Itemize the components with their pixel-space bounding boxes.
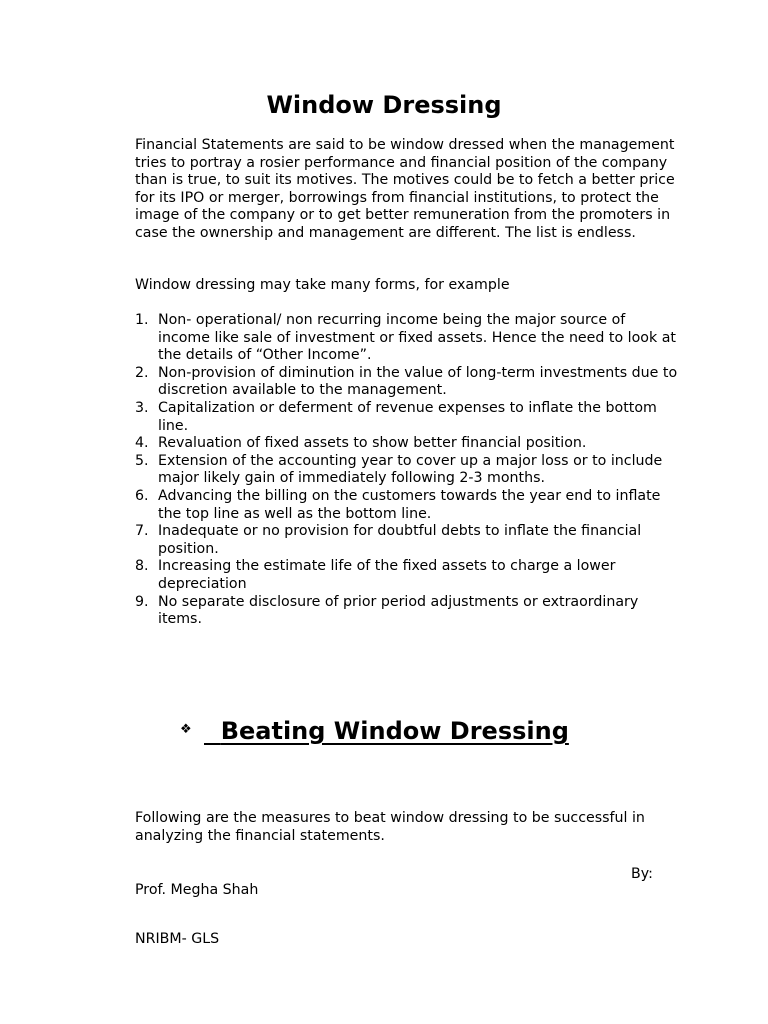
list-item-number: 5.: [135, 452, 149, 469]
list-item-text: Non- operational/ non recurring income being the major source of income like sale of investment or fixed assets. Hence the need to look at the details of “Other Income”.: [158, 312, 676, 364]
list-item: [135, 594, 680, 629]
list-item: [135, 365, 680, 400]
institution-name: NRIBM- GLS: [135, 931, 220, 947]
list-item-number: 7.: [135, 523, 149, 540]
list-item-text: Non-provision of diminution in the value of long-term investments due to discretion available to the management.: [158, 364, 678, 399]
list-item-text: Advancing the billing on the customers towards the year end to inflate the top line as well as the bottom line.: [158, 487, 661, 522]
list-item-text: Increasing the estimate life of the fixed assets to charge a lower depreciation: [158, 558, 616, 592]
list-item-number: 1.: [135, 312, 149, 328]
intro-paragraph: Financial Statements are said to be window dressed when the management tries to portray a rosier performance and financial position of the company than is true, to suit its motives. The motives could be to fetch a better price for its IPO or merger, borrowings from financial institutions, to protect the image of the company or to get better remuneration from the promoters in case the ownership and management are different. The list is endless.: [135, 137, 675, 241]
forms-list: [135, 312, 680, 629]
list-item-number: 8.: [135, 558, 149, 575]
heading-underline-pad: [204, 717, 221, 745]
document-title: Window Dressing: [266, 91, 502, 119]
list-item-number: 4.: [135, 435, 149, 452]
list-item: [135, 312, 680, 365]
list-item-text: Extension of the accounting year to cover up a major loss or to include major likely gain of immediately following 2-3 months.: [158, 452, 663, 487]
list-item: [135, 523, 680, 558]
by-label: By:: [631, 866, 653, 882]
list-item-text: Inadequate or no provision for doubtful debts to inflate the financial position.: [158, 523, 642, 557]
diamond-bullet-icon: ❖: [180, 722, 192, 737]
list-item-text: No separate disclosure of prior period adjustments or extraordinary items.: [158, 593, 639, 628]
forms-intro: Window dressing may take many forms, for example: [135, 277, 510, 293]
list-item-text: Capitalization or deferment of revenue expenses to inflate the bottom line.: [158, 399, 657, 434]
list-item: [135, 435, 680, 453]
author-name: Prof. Megha Shah: [135, 882, 259, 898]
section-paragraph: Following are the measures to beat window dressing to be successful in analyzing the financial statements.: [135, 810, 645, 844]
list-item-number: 2.: [135, 364, 149, 381]
section-heading: [180, 714, 569, 749]
section-heading-text: Beating Window Dressing: [220, 717, 569, 745]
list-item: [135, 558, 680, 593]
list-item: [135, 488, 680, 523]
list-item-number: 6.: [135, 487, 149, 504]
list-item-number: 9.: [135, 593, 149, 610]
list-item: [135, 400, 680, 435]
list-item-number: 3.: [135, 399, 149, 416]
list-item-text: Revaluation of fixed assets to show better financial position.: [158, 435, 587, 452]
list-item: [135, 453, 680, 488]
